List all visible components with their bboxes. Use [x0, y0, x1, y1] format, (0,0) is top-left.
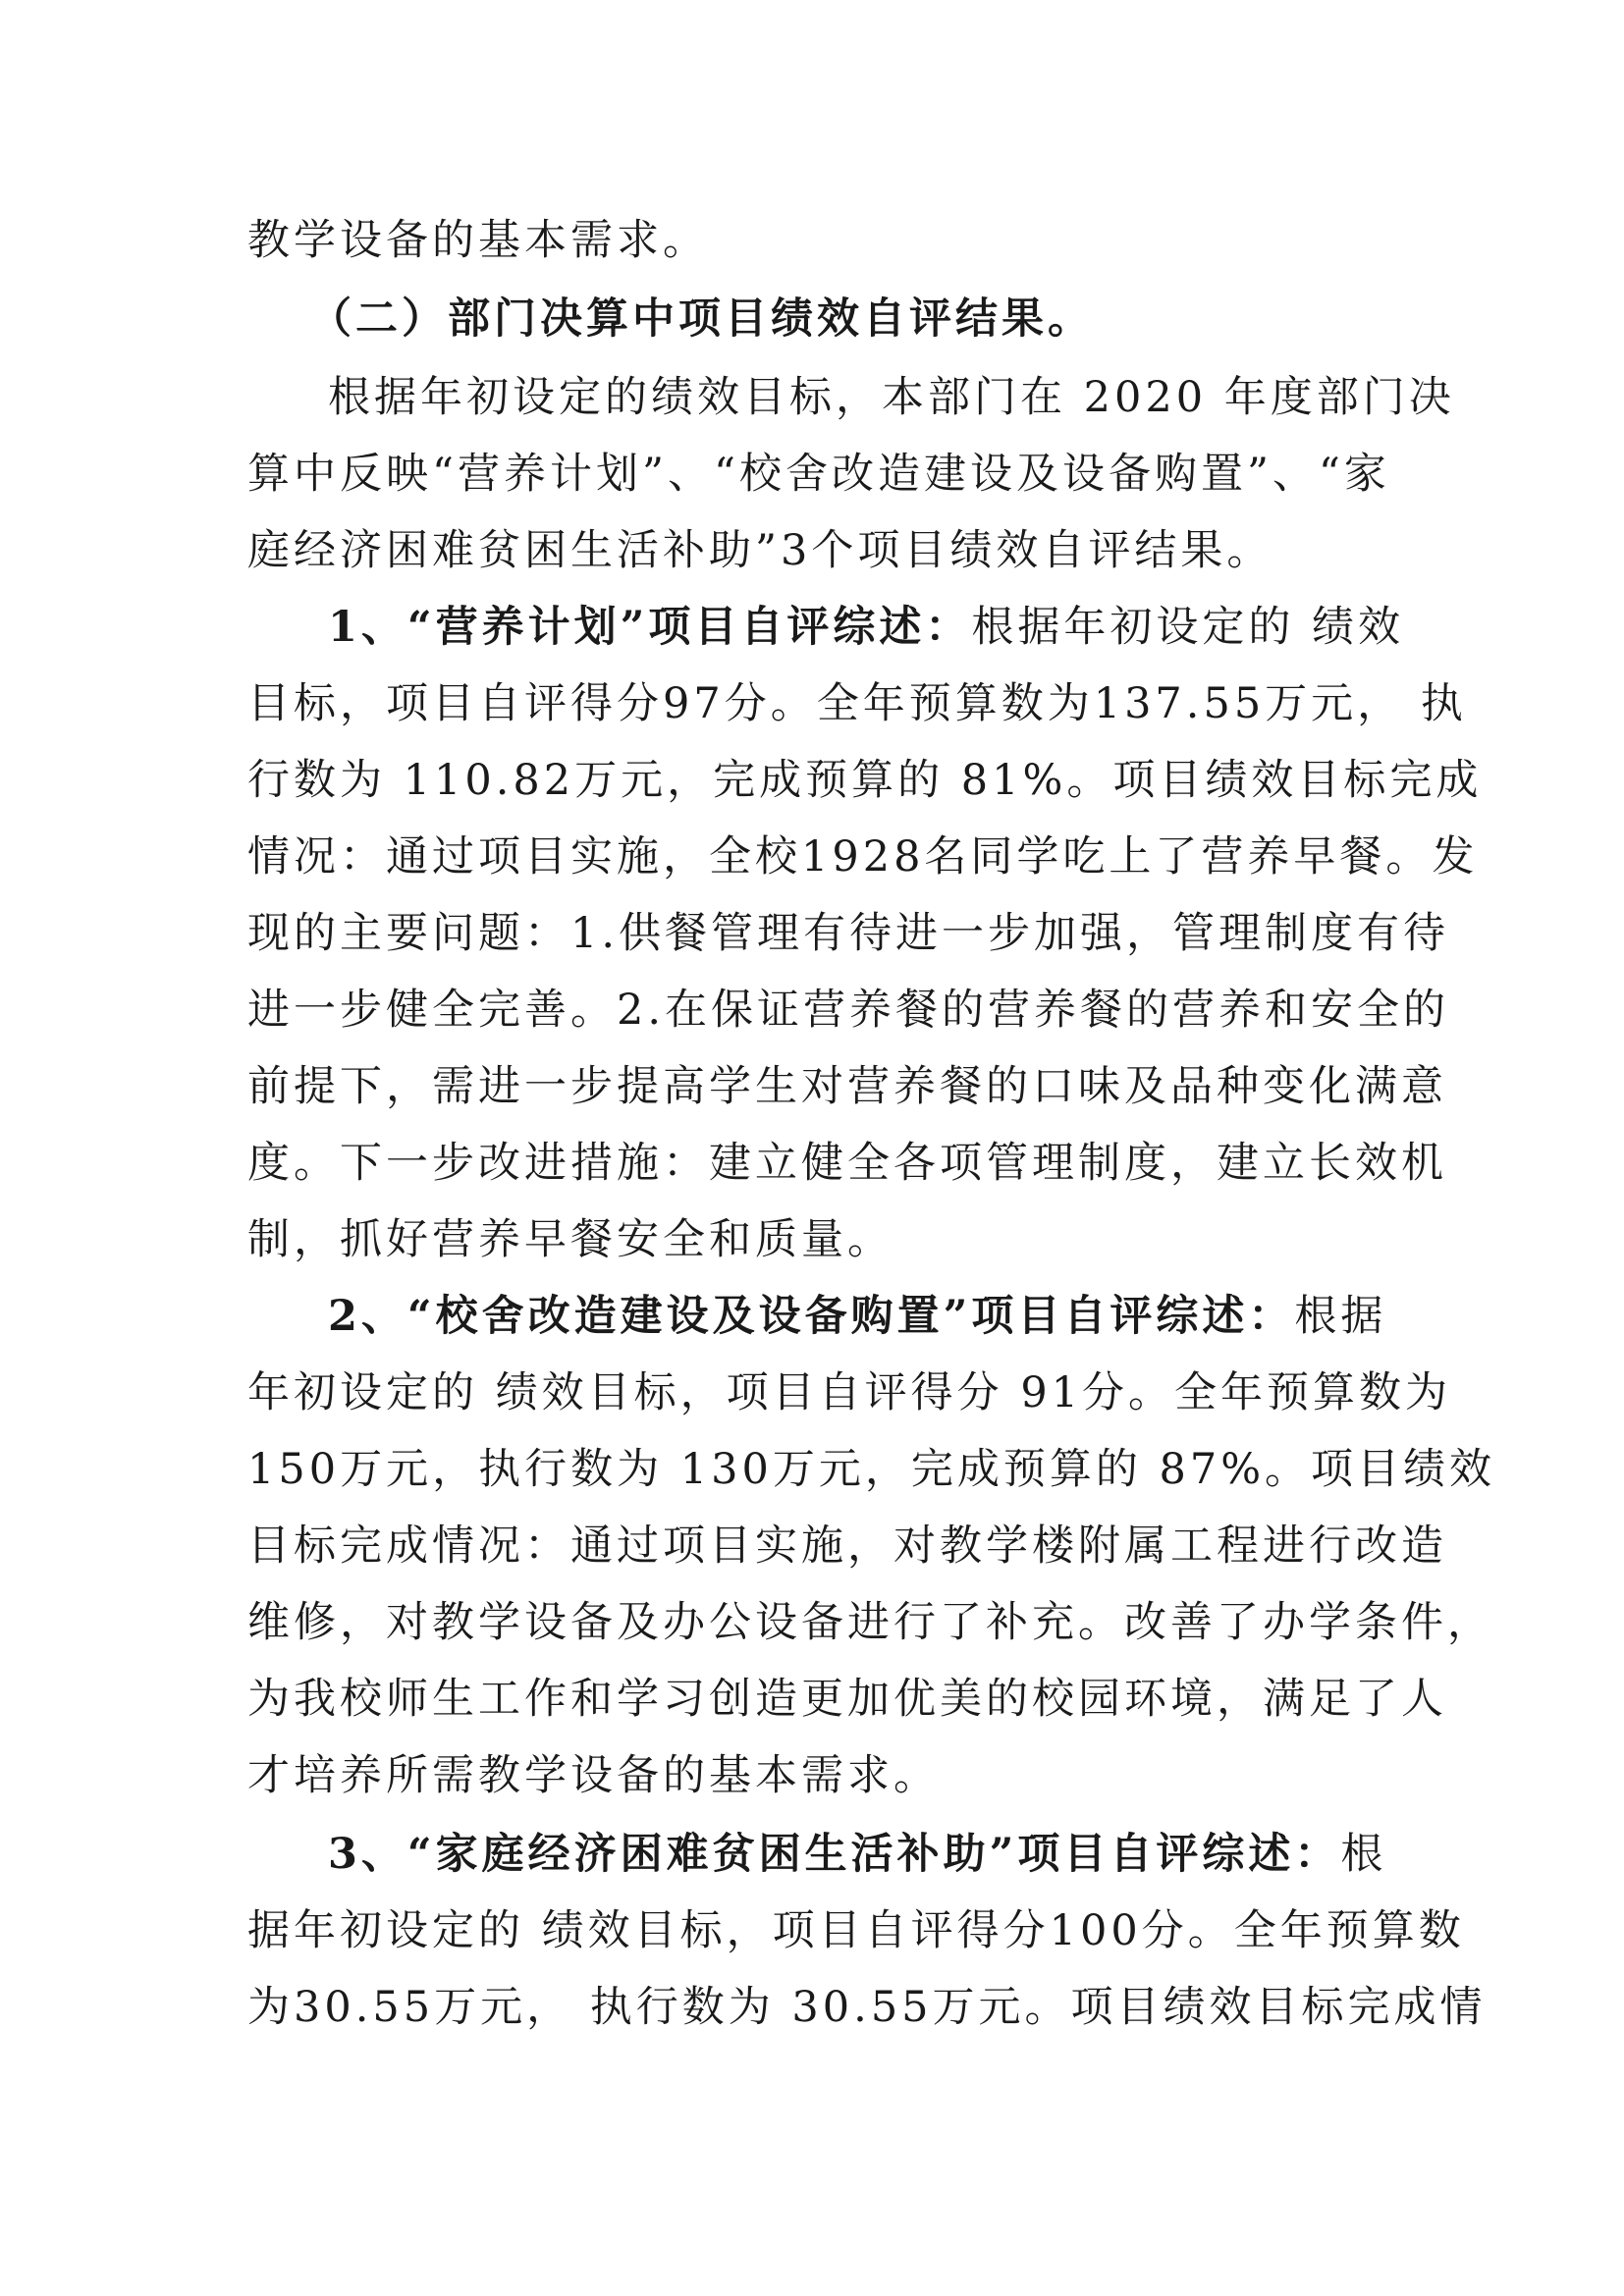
paragraph-line: 根据年初设定的绩效目标，本部门在 2020 年度部门决	[328, 373, 1455, 422]
paragraph-line: 维修，对教学设备及办公设备进行了补充。改善了办学条件，	[247, 1598, 1493, 1647]
paragraph-line: 情况：通过项目实施，全校1928名同学吃上了营养早餐。发	[247, 832, 1479, 881]
paragraph-line: 据年初设定的 绩效目标，项目自评得分100分。全年预算数	[247, 1906, 1465, 1955]
paragraph-line: 进一步健全完善。2.在保证营养餐的营养餐的营养和安全的	[247, 986, 1450, 1035]
item-heading: 2、“校舍改造建设及设备购置”项目自评综述：	[328, 1292, 1295, 1341]
paragraph-line: 才培养所需教学设备的基本需求。	[247, 1751, 940, 1800]
paragraph-line: 度。下一步改进措施：建立健全各项管理制度，建立长效机	[247, 1139, 1447, 1188]
paragraph-line: 行数为 110.82万元，完成预算的 81%。项目绩效目标完成	[247, 756, 1483, 805]
paragraph-line: 教学设备的基本需求。	[247, 216, 709, 265]
paragraph-line	[328, 589, 1405, 666]
section-heading: （二）部门决算中项目绩效自评结果。	[309, 294, 1094, 344]
paragraph-line: 庭经济困难贫困生活补助”3个项目绩效自评结果。	[247, 526, 1273, 575]
paragraph-line: 前提下，需进一步提高学生对营养餐的口味及品种变化满意	[247, 1062, 1447, 1111]
paragraph-line: 为30.55万元， 执行数为 30.55万元。项目绩效目标完成情	[247, 1983, 1487, 2032]
paragraph-line: 制，抓好营养早餐安全和质量。	[247, 1215, 893, 1264]
paragraph-line: 目标完成情况：通过项目实施，对教学楼附属工程进行改造	[247, 1522, 1447, 1571]
item-heading: 3、“家庭经济困难贫困生活补助”项目自评综述：	[328, 1830, 1341, 1879]
paragraph-line: 算中反映“营养计划”、“校舍改造建设及设备购置”、“家	[247, 450, 1390, 499]
paragraph-text: 根据	[1294, 1292, 1387, 1341]
paragraph-line: 年初设定的 绩效目标，项目自评得分 91分。全年预算数为	[247, 1368, 1452, 1417]
paragraph-line: 150万元，执行数为 130万元，完成预算的 87%。项目绩效	[247, 1445, 1496, 1494]
paragraph-text: 根	[1340, 1830, 1387, 1879]
paragraph-line	[328, 1816, 1386, 1893]
paragraph-line: 目标，项目自评得分97分。全年预算数为137.55万元， 执	[247, 679, 1467, 728]
paragraph-text: 根据年初设定的 绩效	[971, 603, 1405, 652]
paragraph-line	[328, 1278, 1386, 1355]
item-heading: 1、“营养计划”项目自评综述：	[328, 603, 972, 652]
paragraph-line: 现的主要问题：1.供餐管理有待进一步加强，管理制度有待	[247, 909, 1450, 958]
paragraph-line: 为我校师生工作和学习创造更加优美的校园环境，满足了人	[247, 1675, 1447, 1724]
